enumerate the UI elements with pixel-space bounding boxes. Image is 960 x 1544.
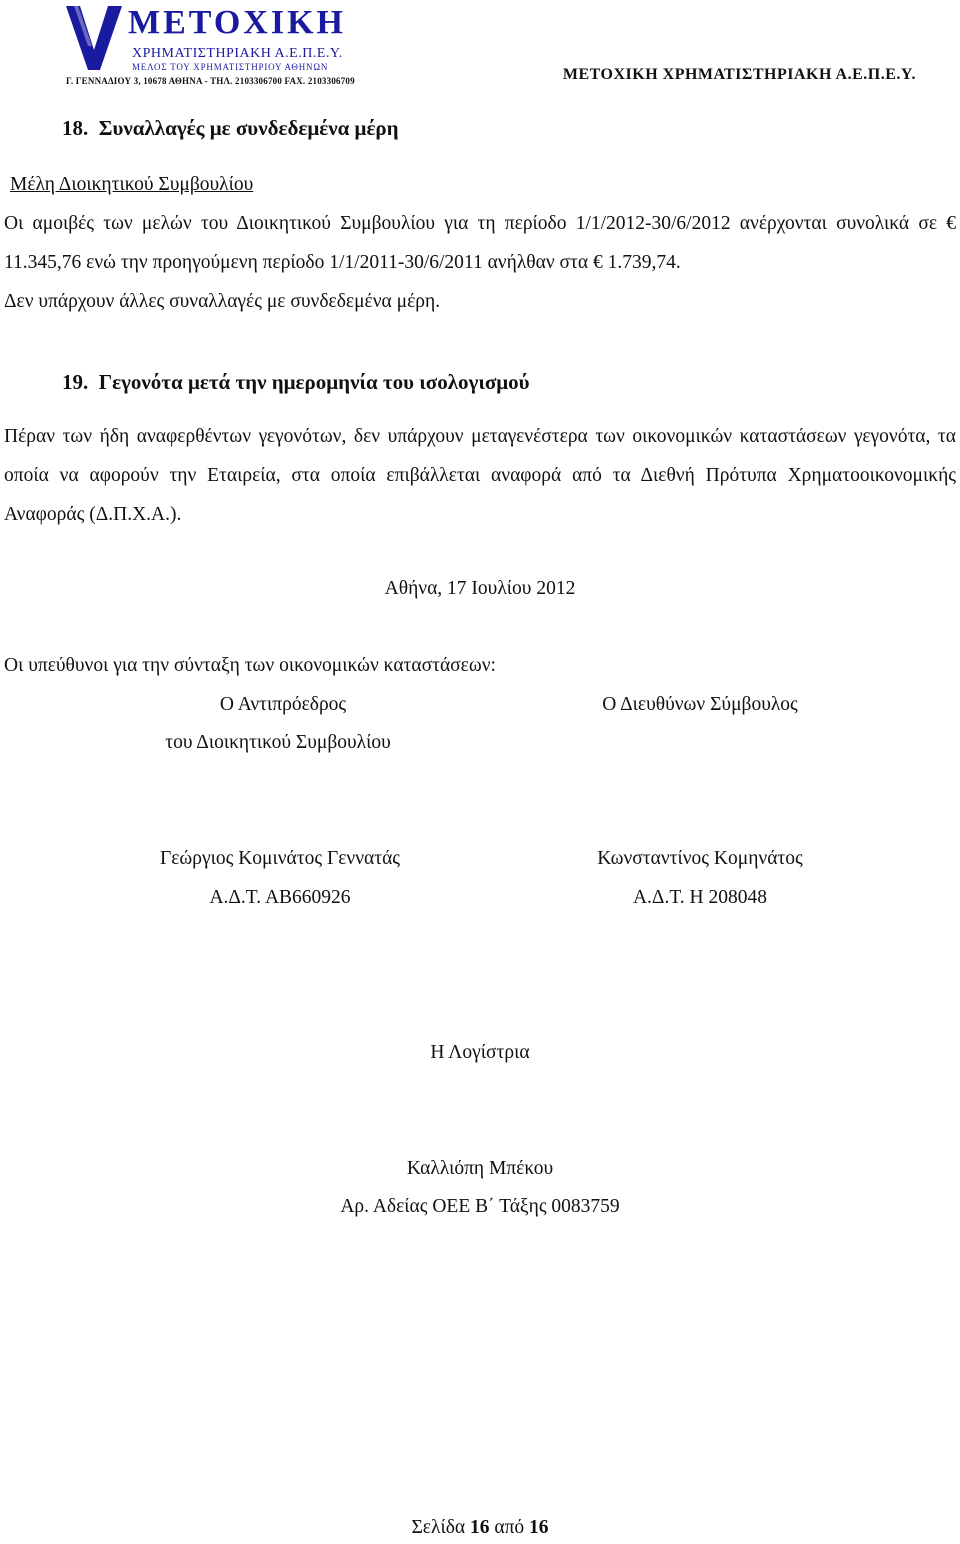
accountant-name: Καλλιόπη Μπέκου xyxy=(406,1158,554,1179)
section-19-heading xyxy=(62,370,530,395)
header-company-name: ΜΕΤΟΧΙΚΗ ΧΡΗΜΑΤΙΣΤΗΡΙΑΚΗ Α.Ε.Π.Ε.Υ. xyxy=(562,66,916,83)
footer-of-label: από xyxy=(494,1517,525,1538)
section-19-title: Γεγονότα μετά την ημερομηνία του ισολογισμού xyxy=(98,370,530,394)
section-18-paragraph-2: Δεν υπάρχουν άλλες συναλλαγές με συνδεδεμένα μέρη. xyxy=(4,291,441,312)
signatory-left-role-2: του Διοικητικού Συμβουλίου xyxy=(165,732,391,753)
logo-member-text: ΜΕΛΟΣ ΤΟΥ ΧΡΗΜΑΤΙΣΤΗΡΙΟΥ ΑΘΗΝΩΝ xyxy=(132,62,329,72)
signatory-left-name: Γεώργιος Κομινάτος Γεννατάς xyxy=(159,848,401,869)
footer-page-label: Σελίδα xyxy=(411,1517,466,1538)
signatory-right-role: Ο Διευθύνων Σύμβουλος xyxy=(602,694,798,715)
section-19-paragraph: Πέραν των ήδη αναφερθέντων γεγονότων, δεν υπάρχουν μεταγενέστερα των οικονομικών καταστάσεων γεγονότα, τα οποία να αφορούν την Εταιρεία, στα οποία επιβάλλεται αναφορά από τα Διεθνή Πρότυπα Χρηματοοικονομικής Αναφοράς (Δ.Π.Χ.Α.). xyxy=(4,426,956,525)
footer-page-current: 16 xyxy=(469,1517,490,1538)
logo-subtitle: ΧΡΗΜΑΤΙΣΤΗΡΙΑΚΗ Α.Ε.Π.Ε.Υ. xyxy=(132,46,343,61)
signatory-left-role: Ο Αντιπρόεδρος xyxy=(219,694,347,715)
page-footer xyxy=(0,1517,960,1539)
section-18-title: Συναλλαγές με συνδεδεμένα μέρη xyxy=(98,116,399,140)
accountant-license: Αρ. Αδείας ΟΕΕ Β΄ Τάξης 0083759 xyxy=(340,1196,620,1217)
signatory-left-id: Α.Δ.Τ. ΑΒ660926 xyxy=(209,887,351,908)
company-logo xyxy=(66,6,356,86)
section-18-number: 18. xyxy=(62,116,89,140)
company-logo-mark xyxy=(66,6,122,70)
section-18-heading xyxy=(62,116,399,141)
footer-page-total: 16 xyxy=(529,1517,549,1538)
section-18-paragraph xyxy=(4,204,956,321)
section-18-paragraph-text: Οι αμοιβές των μελών του Διοικητικού Συμβουλίου για τη περίοδο 1/1/2012-30/6/2012 ανέρχονται συνολικά σε € 11.345,76 ενώ την προηγούμενη περίοδο 1/1/2011-30/6/2011 ανήλθαν στα € 1.739,74. xyxy=(4,213,956,273)
section-19-number: 19. xyxy=(62,370,89,394)
place-date: Αθήνα, 17 Ιουλίου 2012 xyxy=(384,578,576,599)
logo-address: Γ. ΓΕΝΝΑΔΙΟΥ 3, 10678 ΑΘΗΝΑ - ΤΗΛ. 2103306700 FAX. 2103306709 xyxy=(66,76,355,86)
signatory-right-name: Κωνσταντίνος Κομηνάτος xyxy=(597,848,803,869)
signatory-right-id: Α.Δ.Τ. Η 208048 xyxy=(632,887,768,908)
accountant-role: Η Λογίστρια xyxy=(430,1042,530,1063)
logo-brand: ΜΕΤΟΧΙΚΗ xyxy=(128,4,346,41)
section-18-subheading: Μέλη Διοικητικού Συμβουλίου xyxy=(10,174,254,195)
responsible-persons-label: Οι υπεύθυνοι για την σύνταξη των οικονομικών καταστάσεων: xyxy=(4,655,496,676)
